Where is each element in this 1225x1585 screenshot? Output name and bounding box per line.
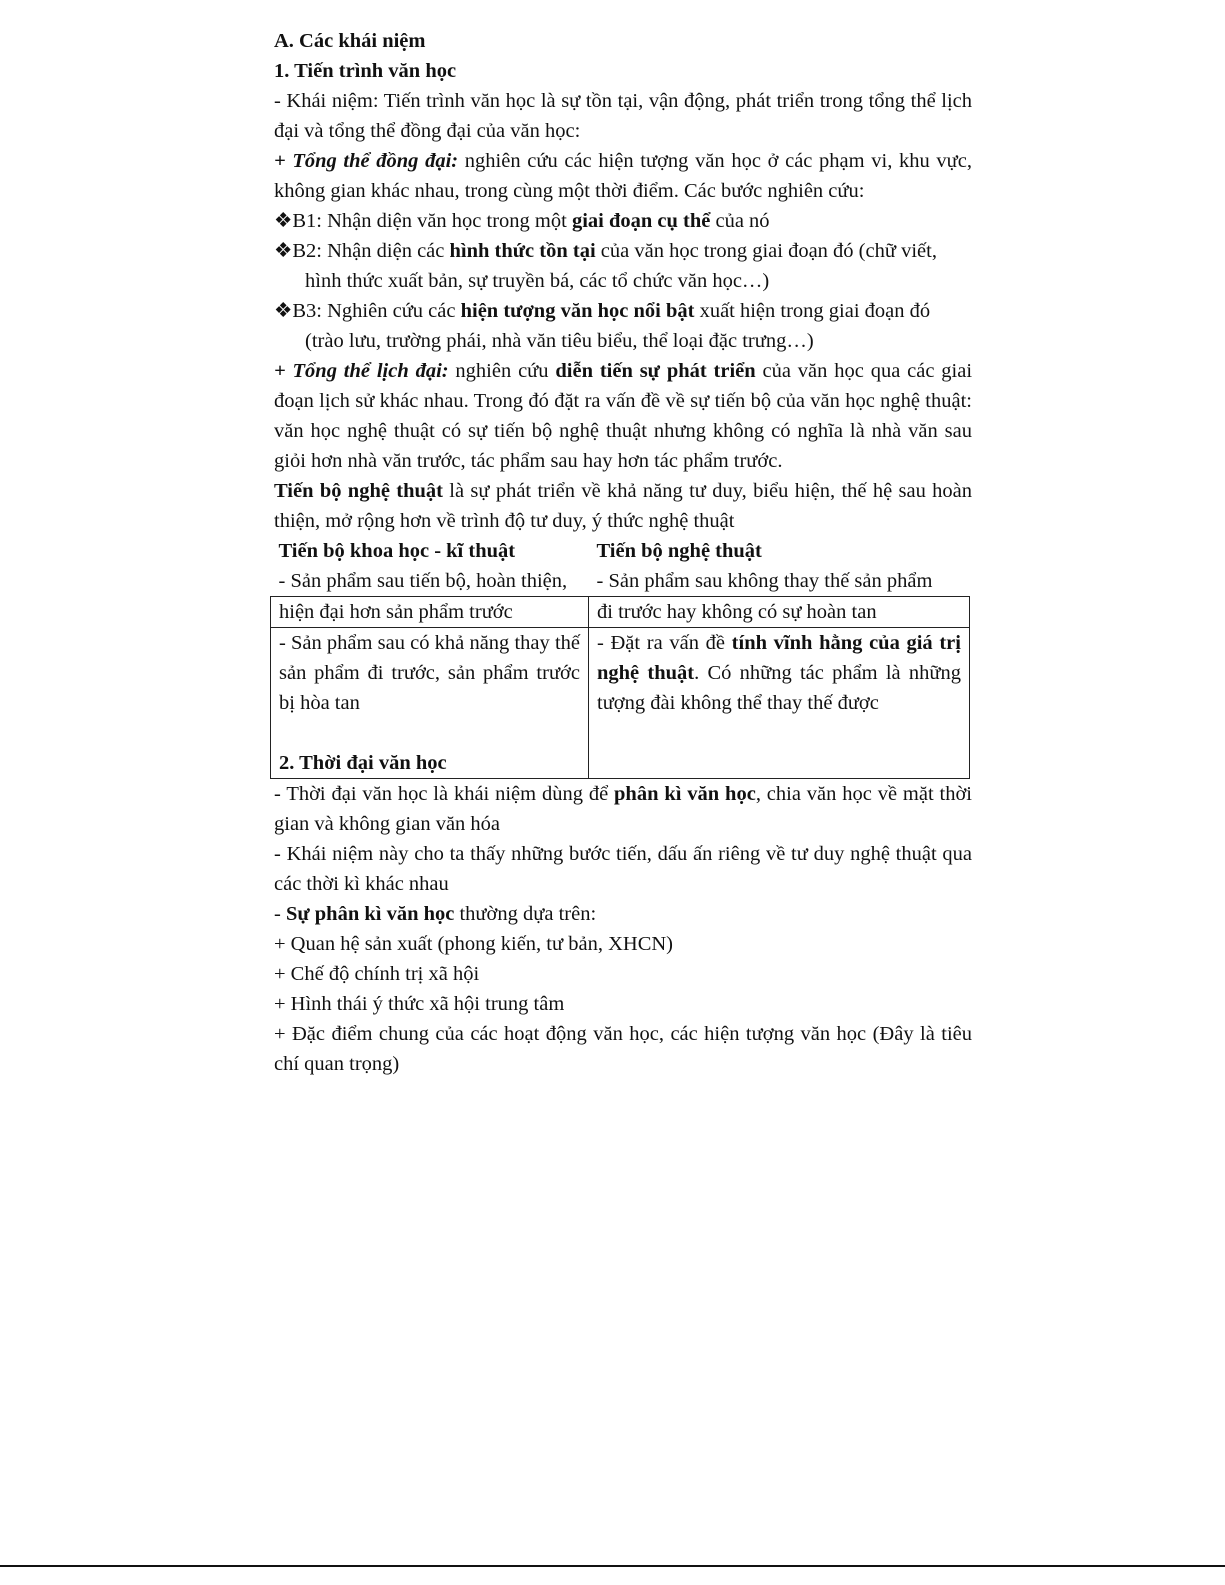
table-row <box>271 566 970 597</box>
list-item: + Chế độ chính trị xã hội <box>274 963 480 985</box>
section1-title: 1. Tiến trình văn học <box>274 60 457 82</box>
b3-post: xuất hiện trong giai đoạn đó <box>694 300 931 322</box>
page-bottom-rule <box>0 1565 1225 1567</box>
table-header-row <box>271 536 970 566</box>
r1c2-line2: đi trước hay không có sự hoàn tan <box>589 597 970 628</box>
b1-pre: ❖B1: Nhận diện văn học trong một <box>274 210 572 232</box>
r1c1-line2: hiện đại hơn sản phẩm trước <box>271 597 589 628</box>
section2-p3 <box>274 899 972 929</box>
lich-dai-label: + Tổng thể lịch đại: <box>274 360 449 382</box>
list-item: + Hình thái ý thức xã hội trung tâm <box>274 993 565 1015</box>
r1c2-line1: - Sản phẩm sau không thay thế sản phẩm <box>596 570 933 592</box>
lich-dai-paragraph <box>274 356 972 476</box>
step-b1 <box>274 206 972 236</box>
step-b2-cont: hình thức xuất bản, sự truyền bá, các tổ chức văn học…) <box>305 270 770 292</box>
r2c2-bold: tính vĩnh hằng của giá trị nghệ thuật <box>597 632 961 684</box>
document-page <box>274 26 972 1079</box>
step-b3 <box>274 296 972 326</box>
dong-dai-text: nghiên cứu các hiện tượng văn học ở các phạm vi, khu vực, không gian khác nhau, trong cùng một thời điểm. Các bước nghiên cứu: <box>274 150 972 202</box>
section2-p1 <box>274 779 972 839</box>
dong-dai-label: + Tổng thể đồng đại: <box>274 150 459 172</box>
table-row <box>271 597 970 628</box>
list-item: + Đặc điểm chung của các hoạt động văn học, các hiện tượng văn học (Đây là tiêu chí quan trọng) <box>274 1023 972 1075</box>
heading-a: A. Các khái niệm <box>274 30 426 52</box>
b2-pre: ❖B2: Nhận diện các <box>274 240 450 262</box>
lich-dai-text: của văn học qua các giai đoạn lịch sử khác nhau. Trong đó đặt ra vấn đề về sự tiến bộ của văn học nghệ thuật: văn học nghệ thuật có sự tiến bộ nghệ thuật nhưng không có nghĩa là nhà văn sau giỏi hơn nhà văn trước, tác phẩm sau hay hơn tác phẩm trước. <box>274 360 973 472</box>
r2c1-text: - Sản phẩm sau có khả năng thay thế sản phẩm đi trước, sản phẩm trước bị hòa tan <box>279 632 580 714</box>
b2-post: của văn học trong giai đoạn đó (chữ viết, <box>595 240 937 262</box>
b1-bold: giai đoạn cụ thể <box>571 210 711 232</box>
dong-dai-paragraph <box>274 146 972 206</box>
r1c1-line1: - Sản phẩm sau tiến bộ, hoàn thiện, <box>278 570 568 592</box>
s2-p1-post: , chia văn học về mặt thời gian và không gian văn hóa <box>274 783 973 835</box>
b3-pre: ❖B3: Nghiên cứu các <box>274 300 461 322</box>
col2-header: Tiến bộ nghệ thuật <box>596 540 762 562</box>
col1-header: Tiến bộ khoa học - kĩ thuật <box>278 540 516 562</box>
section2-title: 2. Thời đại văn học <box>279 752 447 774</box>
b1-post: của nó <box>710 210 770 232</box>
table-row <box>271 628 970 779</box>
comparison-table <box>270 536 970 779</box>
section2-p2: - Khái niệm này cho ta thấy những bước tiến, dấu ấn riêng về tư duy nghệ thuật qua các thời kì khác nhau <box>274 843 972 895</box>
s2-p3-bold: Sự phân kì văn học <box>285 903 455 925</box>
s2-p1-bold: phân kì văn học <box>614 783 756 805</box>
lich-dai-mid: nghiên cứu <box>448 360 556 382</box>
step-b2 <box>274 236 972 266</box>
b2-bold: hình thức tồn tại <box>449 240 596 262</box>
r2c2-cell <box>589 628 970 779</box>
step-b3-cont: (trào lưu, trường phái, nhà văn tiêu biểu, thể loại đặc trưng…) <box>305 330 814 352</box>
b3-bold: hiện tượng văn học nổi bật <box>460 300 695 322</box>
tien-bo-paragraph <box>274 476 972 536</box>
lich-dai-bold: diễn tiến sự phát triển <box>555 360 756 382</box>
s2-p1-pre: - Thời đại văn học là khái niệm dùng để <box>274 783 615 805</box>
s2-p3-pre: - <box>274 903 286 925</box>
s2-p3-post: thường dựa trên: <box>454 903 597 925</box>
list-item: + Quan hệ sản xuất (phong kiến, tư bản, XHCN) <box>274 933 673 955</box>
tien-bo-label: Tiến bộ nghệ thuật <box>274 480 443 502</box>
r2c1-cell <box>271 628 589 779</box>
r2c2-post: . Có những tác phẩm là những tượng đài không thể thay thế được <box>597 662 961 714</box>
tien-bo-text: là sự phát triển về khả năng tư duy, biểu hiện, thế hệ sau hoàn thiện, mở rộng hơn về trình độ tư duy, ý thức nghệ thuật <box>274 480 972 532</box>
r2c2-pre: - Đặt ra vấn đề <box>597 632 732 654</box>
section1-intro: - Khái niệm: Tiến trình văn học là sự tồn tại, vận động, phát triển trong tổng thể lịch đại và tổng thể đồng đại của văn học: <box>274 90 972 142</box>
